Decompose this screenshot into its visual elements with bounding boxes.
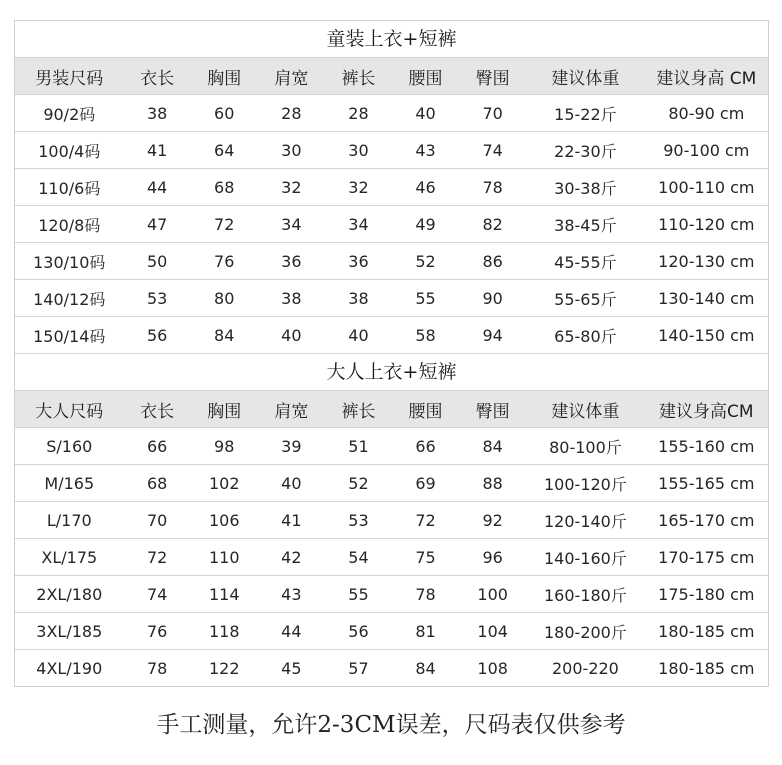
table-cell: 140/12码 <box>33 289 106 309</box>
table-cell: 15-22斤 <box>554 104 617 124</box>
table-cell: 47 <box>146 214 168 234</box>
table-cell: 96 <box>482 547 503 567</box>
table-row <box>15 464 768 501</box>
table-cell: 55 <box>415 288 436 308</box>
table-cell: 80 <box>214 288 235 308</box>
table-cell: 38 <box>281 288 302 308</box>
size-chart-table <box>14 20 769 687</box>
table-cell: 56 <box>348 621 369 641</box>
table-cell: 53 <box>146 288 168 308</box>
table-cell: 74 <box>482 140 503 160</box>
table-cell: 74 <box>146 584 168 604</box>
table-cell: 51 <box>348 436 369 456</box>
table-cell: 52 <box>415 251 436 271</box>
table-cell: 32 <box>281 177 302 197</box>
table-cell: M/165 <box>44 473 95 493</box>
table-row <box>15 131 768 168</box>
table-cell: 30 <box>348 140 369 160</box>
table-cell: 78 <box>146 658 168 678</box>
table-cell: 30 <box>281 140 302 160</box>
table-cell: 38 <box>146 103 168 123</box>
table-cell: 90-100 cm <box>663 140 750 160</box>
table-cell: 110-120 cm <box>658 214 755 234</box>
table-cell: 69 <box>415 473 436 493</box>
table-cell: 68 <box>146 473 168 493</box>
table-cell: 56 <box>146 325 168 345</box>
table-cell: 80-100斤 <box>549 437 622 457</box>
adults-header-row <box>15 390 768 427</box>
table-cell: 43 <box>415 140 436 160</box>
header-cell: 胸围 <box>207 401 242 422</box>
table-cell: 44 <box>281 621 302 641</box>
table-cell: 165-170 cm <box>658 510 755 530</box>
table-cell: 102 <box>208 473 240 493</box>
table-cell: 40 <box>281 473 302 493</box>
table-row <box>15 575 768 612</box>
table-cell: 104 <box>477 621 508 641</box>
table-cell: 32 <box>348 177 369 197</box>
adults-section-title: 大人上衣+短裤 <box>15 353 768 390</box>
table-cell: 58 <box>415 325 436 345</box>
table-cell: 130/10码 <box>33 252 106 272</box>
header-cell: 男装尺码 <box>35 68 104 89</box>
table-cell: 160-180斤 <box>544 585 627 605</box>
table-cell: 39 <box>281 436 302 456</box>
table-cell: 57 <box>348 658 369 678</box>
header-cell: 建议身高CM <box>659 401 754 422</box>
table-cell: 94 <box>482 325 503 345</box>
header-cell: 臀围 <box>475 68 510 89</box>
table-cell: 41 <box>281 510 302 530</box>
table-cell: 55-65斤 <box>554 289 617 309</box>
table-cell: 92 <box>482 510 503 530</box>
table-cell: 118 <box>208 621 240 641</box>
table-cell: 122 <box>208 658 240 678</box>
table-cell: 84 <box>415 658 436 678</box>
table-cell: 76 <box>214 251 235 271</box>
table-cell: 100-110 cm <box>658 177 755 197</box>
table-cell: 90/2码 <box>43 104 96 124</box>
table-cell: 38 <box>348 288 369 308</box>
table-cell: 52 <box>348 473 369 493</box>
table-cell: 70 <box>482 103 503 123</box>
table-cell: 3XL/185 <box>36 621 103 641</box>
table-cell: 22-30斤 <box>554 141 617 161</box>
table-cell: 40 <box>348 325 369 345</box>
table-cell: 120-140斤 <box>544 511 627 531</box>
table-cell: 114 <box>208 584 240 604</box>
table-cell: 43 <box>281 584 302 604</box>
header-cell: 建议体重 <box>551 401 620 422</box>
table-cell: 130-140 cm <box>658 288 755 308</box>
table-cell: 175-180 cm <box>658 584 755 604</box>
table-cell: 180-185 cm <box>658 658 755 678</box>
table-cell: 140-160斤 <box>544 548 627 568</box>
table-row <box>15 316 768 353</box>
table-cell: 78 <box>415 584 436 604</box>
table-cell: 50 <box>146 251 168 271</box>
table-cell: 40 <box>281 325 302 345</box>
header-cell: 建议身高 CM <box>656 68 757 89</box>
header-cell: 裤长 <box>341 68 376 89</box>
table-row <box>15 242 768 279</box>
header-cell: 腰围 <box>408 401 443 422</box>
header-cell: 建议体重 <box>551 68 620 89</box>
table-cell: 28 <box>281 103 302 123</box>
table-cell: 54 <box>348 547 369 567</box>
table-cell: 180-200斤 <box>544 622 627 642</box>
table-cell: 110/6码 <box>38 178 101 198</box>
table-cell: 30-38斤 <box>554 178 617 198</box>
table-cell: 180-185 cm <box>658 621 755 641</box>
table-cell: 66 <box>415 436 436 456</box>
table-row <box>15 279 768 316</box>
table-cell: 76 <box>146 621 168 641</box>
table-row <box>15 649 768 686</box>
table-cell: 34 <box>281 214 302 234</box>
table-cell: 170-175 cm <box>658 547 755 567</box>
table-cell: 110 <box>208 547 240 567</box>
table-cell: 38-45斤 <box>554 215 617 235</box>
table-cell: 120-130 cm <box>658 251 755 271</box>
kids-header-row <box>15 57 768 94</box>
header-cell: 腰围 <box>408 68 443 89</box>
table-cell: 4XL/190 <box>36 658 103 678</box>
table-cell: 36 <box>348 251 369 271</box>
table-cell: 200-220 <box>552 658 619 678</box>
table-cell: 140-150 cm <box>658 325 755 345</box>
table-row <box>15 427 768 464</box>
header-cell: 衣长 <box>140 68 175 89</box>
table-cell: 84 <box>214 325 235 345</box>
table-cell: 86 <box>482 251 503 271</box>
table-cell: 120/8码 <box>38 215 101 235</box>
table-cell: 108 <box>477 658 508 678</box>
table-row <box>15 94 768 131</box>
kids-section-title: 童装上衣+短裤 <box>15 21 768 57</box>
table-cell: 28 <box>348 103 369 123</box>
table-cell: 82 <box>482 214 503 234</box>
table-cell: 41 <box>146 140 168 160</box>
table-cell: XL/175 <box>41 547 98 567</box>
table-cell: 40 <box>415 103 436 123</box>
table-cell: 81 <box>415 621 436 641</box>
table-row <box>15 538 768 575</box>
table-cell: 90 <box>482 288 503 308</box>
table-cell: 150/14码 <box>33 326 106 346</box>
header-cell: 臀围 <box>475 401 510 422</box>
table-cell: 46 <box>415 177 436 197</box>
header-cell: 大人尺码 <box>35 401 104 422</box>
table-cell: 84 <box>482 436 503 456</box>
table-row <box>15 501 768 538</box>
table-cell: 66 <box>146 436 168 456</box>
header-cell: 胸围 <box>207 68 242 89</box>
table-cell: L/170 <box>46 510 92 530</box>
table-cell: 2XL/180 <box>36 584 103 604</box>
table-cell: 72 <box>214 214 235 234</box>
header-cell: 衣长 <box>140 401 175 422</box>
table-cell: 106 <box>208 510 240 530</box>
header-cell: 肩宽 <box>274 401 309 422</box>
table-cell: 42 <box>281 547 302 567</box>
table-cell: 88 <box>482 473 503 493</box>
table-cell: 70 <box>146 510 168 530</box>
table-cell: 64 <box>214 140 235 160</box>
table-cell: 65-80斤 <box>554 326 617 346</box>
table-cell: 45 <box>281 658 302 678</box>
table-cell: 34 <box>348 214 369 234</box>
table-cell: 60 <box>214 103 235 123</box>
table-cell: 100-120斤 <box>544 474 627 494</box>
table-cell: 100 <box>477 584 508 604</box>
table-cell: 100/4码 <box>38 141 101 161</box>
table-cell: 55 <box>348 584 369 604</box>
table-cell: 72 <box>146 547 168 567</box>
table-cell: 155-165 cm <box>658 473 755 493</box>
table-cell: 72 <box>415 510 436 530</box>
table-cell: 78 <box>482 177 503 197</box>
table-cell: 155-160 cm <box>658 436 755 456</box>
table-cell: 45-55斤 <box>554 252 617 272</box>
table-cell: 44 <box>146 177 168 197</box>
adults-rows <box>15 427 768 686</box>
table-cell: 53 <box>348 510 369 530</box>
table-cell: 49 <box>415 214 436 234</box>
table-cell: 98 <box>214 436 235 456</box>
table-row <box>15 612 768 649</box>
table-row <box>15 205 768 242</box>
table-cell: 80-90 cm <box>668 103 745 123</box>
header-cell: 裤长 <box>341 401 376 422</box>
header-cell: 肩宽 <box>274 68 309 89</box>
table-cell: 75 <box>415 547 436 567</box>
table-row <box>15 168 768 205</box>
table-cell: 36 <box>281 251 302 271</box>
table-cell: S/160 <box>46 436 93 456</box>
table-cell: 68 <box>214 177 235 197</box>
footer-note: 手工测量，允许2-3CM误差，尺码表仅供参考 <box>156 712 626 738</box>
kids-rows <box>15 94 768 353</box>
